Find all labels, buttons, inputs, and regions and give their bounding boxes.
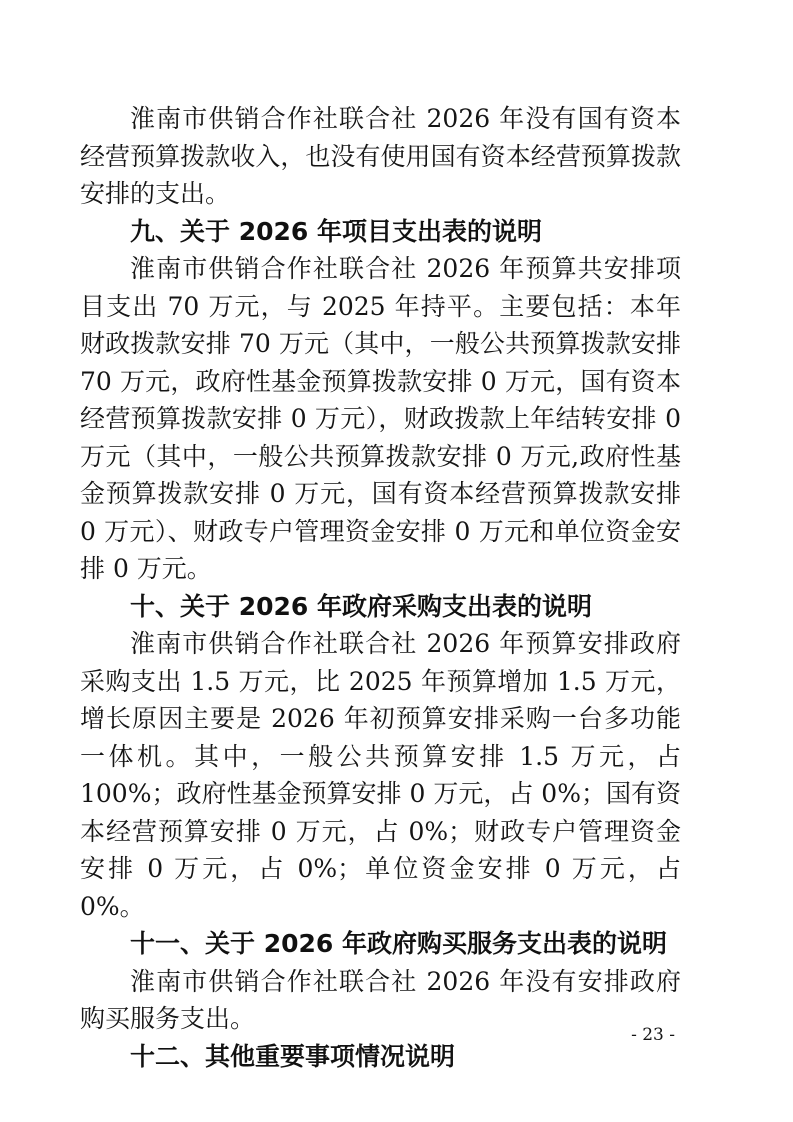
document-body	[80, 100, 681, 1075]
heading-section-9-project-expenditure: 九、关于 2026 年项目支出表的说明	[130, 216, 542, 246]
page-number: - 23 -	[631, 1025, 675, 1045]
para-gov-purchase-services-note: 淮南市供销合作社联合社 2026 年没有安排政府购买服务支出。	[80, 966, 681, 1033]
heading-section-11-gov-purchase-services: 十一、关于 2026 年政府购买服务支出表的说明	[130, 929, 667, 958]
para-state-capital-budget-note: 淮南市供销合作社联合社 2026 年没有国有资本经营预算拨款收入，也没有使用国有资本经营预算拨款安排的支出。	[80, 104, 681, 208]
para-project-expenditure-detail: 淮南市供销合作社联合社 2026 年预算共安排项目支出 70 万元，与 2025 年持平。主要包括：本年财政拨款安排 70 万元（其中，一般公共预算拨款安排 70 万元，政府性基金预算拨款安排 0 万元，国有资本经营预算拨款安排 0 万元），财政拨款上年结转安排 0 万元（其中，一般公共预算拨款安排 0 万元,政府性基金预算拨款安排 0 万元，国有资本经营预算拨款安排 0 万元）、财政专户管理资金安排 0 万元和单位资金安排 0 万元。	[80, 254, 681, 583]
heading-section-12-other-important-matters: 十二、其他重要事项情况说明	[130, 1041, 456, 1071]
para-gov-procurement-detail: 淮南市供销合作社联合社 2026 年预算安排政府采购支出 1.5 万元，比 2025 年预算增加 1.5 万元，增长原因主要是 2026 年初预算安排采购一台多功能一体机。其中，一般公共预算安排 1.5 万元，占 100%；政府性基金预算安排 0 万元，占 0%；国有资本经营预算安排 0 万元，占 0%；财政专户管理资金安排 0 万元，占 0%；单位资金安排 0 万元，占 0%。	[80, 629, 681, 921]
heading-section-10-gov-procurement: 十、关于 2026 年政府采购支出表的说明	[130, 591, 592, 621]
